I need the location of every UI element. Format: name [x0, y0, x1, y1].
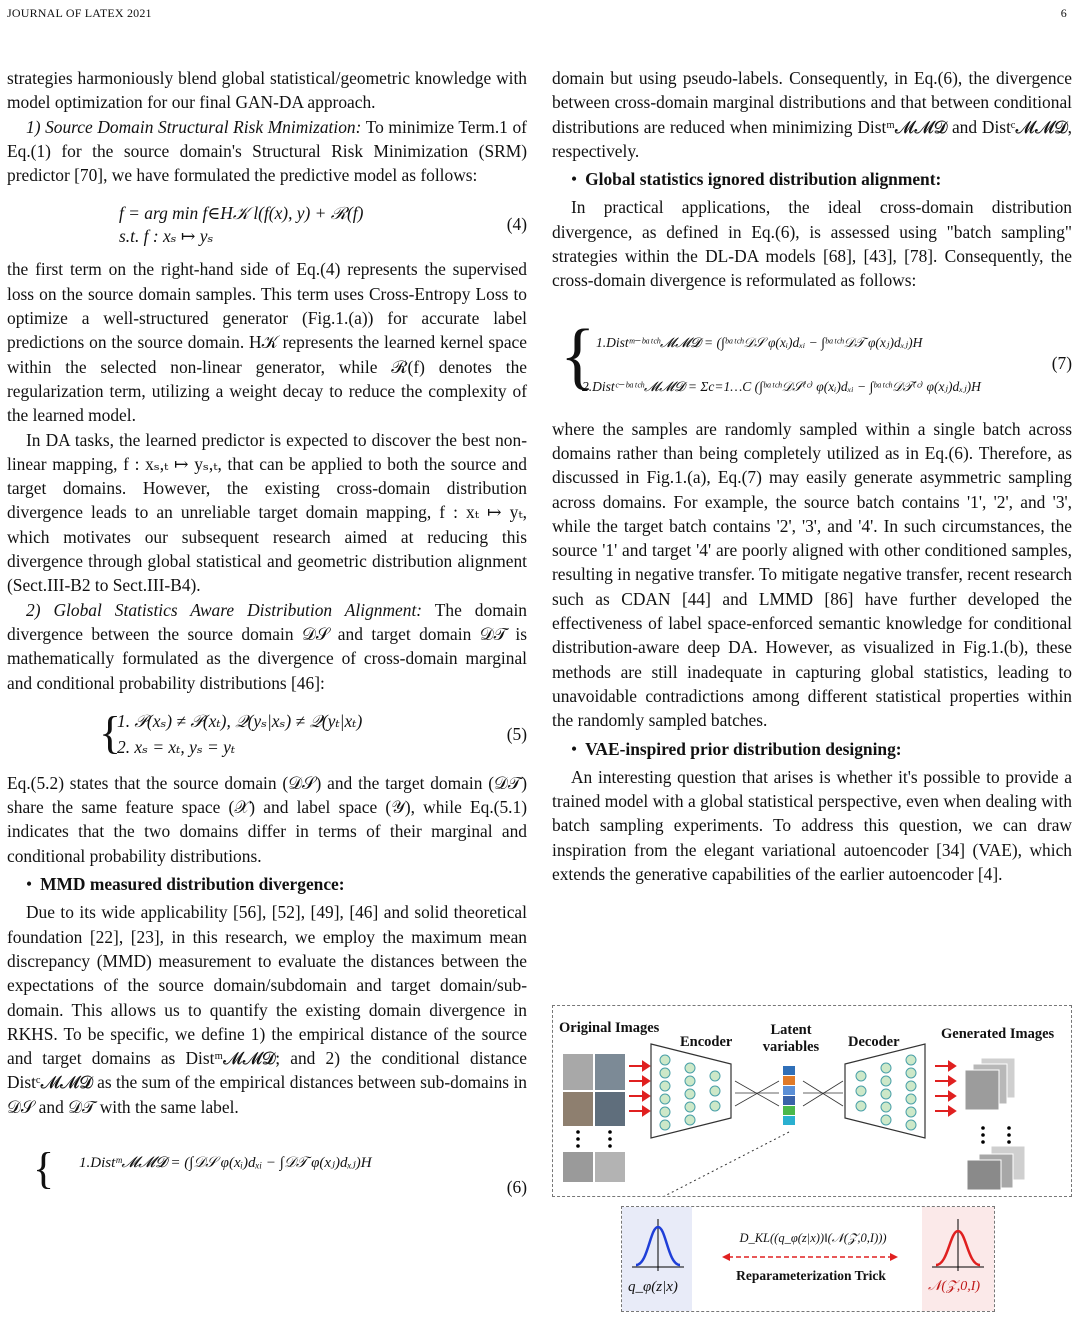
image-thumbnail [563, 1092, 593, 1126]
paragraph: An interesting question that arises is whether it's possible to provide a trained model with a global statistical perspective, even when dealing with batch sampling experiments. To address this question, we can draw inspiration from the elegant variational autoencoder [34] (VAE), which extends the generative capabilities of the earlier autoencoder [4]. [552, 766, 1072, 885]
brace: { [560, 314, 596, 397]
original-images-label: Original Images [559, 1020, 660, 1036]
latent-unit [783, 1116, 795, 1125]
brace: { [33, 1143, 55, 1193]
section-2 [7, 598, 527, 695]
image-thumbnail [967, 1160, 1001, 1190]
image-thumbnail [563, 1054, 593, 1090]
ellipsis-dots [576, 1130, 612, 1148]
equation-line: f = arg min f∈H𝒦 l(f(x), y) + ℛ(f) [119, 203, 364, 224]
latent-unit [783, 1066, 795, 1075]
paragraph: In practical applications, the ideal cross-domain distribution divergence, as defined in Eq.(6), is assessed using "batch sampling" strategies within the DL-DA models [68], [43], [78]. Consequently, the cross-domain divergence is reformulated as follows: [552, 197, 1072, 291]
output-arrows [935, 1062, 955, 1115]
latent-label: Latent variables [762, 1022, 820, 1055]
vae-figure [552, 1005, 1072, 1197]
ellipsis-dots [981, 1126, 1011, 1144]
image-thumbnail [595, 1152, 625, 1182]
page-number: 6 [1060, 6, 1067, 20]
decoder-label: Decoder [848, 1034, 900, 1050]
encoder-nodes [660, 1055, 720, 1130]
paragraph: strategies harmoniously blend global statistical/geometric knowledge with model optimization for our final GAN-DA approach. [7, 68, 527, 113]
image-thumbnail [563, 1152, 593, 1182]
section-title: 1) Source Domain Structural Risk Mnimization: [26, 116, 362, 137]
arrow-head [722, 1253, 730, 1261]
left-column [7, 66, 527, 1205]
equation-line: 2. xₛ = xₜ, yₛ = yₜ [117, 736, 236, 757]
section-title: 2) Global Statistics Aware Distribution Alignment: [26, 599, 423, 620]
equation-line: 2.Distᶜ⁻ᵇᵃᵗᶜʰ𝓜𝓜𝓓 = Σc=1…C (∫ᵇᵃᵗᶜʰ𝒟𝒮⁽ᶜ⁾ φ(xᵢ)dₓᵢ − ∫ᵇᵃᵗᶜʰ𝒟𝒯⁽ᶜ⁾ φ(xⱼ)dₓⱼ)H [582, 378, 981, 394]
paragraph: Eq.(5.2) states that the source domain (𝒟𝒮) and the target domain (𝒟𝒯) share the same feature space (𝒳) and label space (𝒴), while Eq.(5.1) indicates that the two domains differ in terms of their marginal and conditional probability distributions. [7, 772, 527, 866]
section-text: The domain divergence between the source domain 𝒟𝒮 and target domain 𝒟𝒯 is mathematically formulated as the divergence of cross-domain marginal and conditional probability distributions [46]: [7, 599, 527, 693]
equation-line: 1.Distᵐ⁻ᵇᵃᵗᶜʰ𝓜𝓜𝓓 = (∫ᵇᵃᵗᶜʰ𝒟𝒮 φ(xᵢ)dₓᵢ − ∫ᵇᵃᵗᶜʰ𝒟𝒯 φ(xⱼ)dₓⱼ)H [596, 334, 923, 350]
equation-4 [7, 201, 527, 257]
equation-line: 1. 𝒫(xₛ) ≠ 𝒫(xₜ), 𝒬(yₛ|xₛ) ≠ 𝒬(yₜ|xₜ) [117, 710, 363, 731]
posterior-label: q_φ(z|x) [628, 1279, 678, 1295]
right-column [552, 66, 1072, 886]
paragraph: the first term on the right-hand side of Eq.(4) represents the supervised loss on the source domain samples. This term uses Cross-Entropy Loss to optimize a well-structured generator (Fig.1.(a)) for accurate label predictions on the source domain. H𝒦 represents the learned kernel space within the selected non-linear generator, while ℛ(f) denotes the regularization term, utilizing a weight decay to reduce the complexity of the learned model. [7, 259, 527, 426]
equation-6 [7, 1145, 527, 1205]
latent-link [653, 1132, 789, 1196]
equation-number: (5) [506, 723, 527, 744]
prior-label: 𝒩(𝒵,0,I) [928, 1279, 981, 1294]
reparameterization-label: Reparameterization Trick [736, 1268, 886, 1283]
decoder-nodes [856, 1055, 916, 1130]
brace: { [99, 706, 122, 758]
paragraph: domain but using pseudo-labels. Consequently, in Eq.(6), the divergence between cross-domain marginal distributions and that between conditional distributions are reduced when minimizing Distᵐ𝓜𝓜𝓓 and Distᶜ𝓜𝓜𝓓, respectively. [552, 68, 1072, 161]
latent-unit [783, 1096, 795, 1105]
section-text: To minimize Term.1 of Eq.(1) for the source domain's Structural Risk Minimization (SRM) predictor [70], we have formulated the predictive model as follows: [7, 116, 527, 186]
paragraph: where the samples are randomly sampled within a single batch across domains rather than being completely utilized as in Eq.(6). Therefore, as discussed in Fig.1.(a), Eq.(7) may easily generate asymmetric sampling across domains. For example, the source batch contains '1', '2', and '3', while the target batch contains '2', '3', and '4'. In such circumstances, the source '1' and target '4' are poorly aligned with other conditioned samples, resulting in negative transfer. To mitigate negative transfer, recent research such as CDAN [44] and LMMD [86] have further developed the effectiveness of label space-enforced semantic knowledge for conditional distribution-aware deep DA. However, as visualized in Fig.1.(b), these methods are still inadequate in capturing global statistics, leading to unavoidable contradictions among different statistical properties within the randomly sampled batches. [552, 418, 1072, 731]
latent-unit [783, 1076, 795, 1085]
arrow-head [890, 1253, 898, 1261]
section-1 [7, 115, 527, 188]
bullet-text: MMD measured distribution divergence: [40, 874, 345, 895]
input-arrows [629, 1062, 649, 1115]
equation-line: s.t. f : xₛ ↦ yₛ [119, 226, 214, 247]
image-thumbnail [965, 1070, 999, 1110]
journal-header: JOURNAL OF LATEX 2021 [7, 6, 152, 20]
paragraph: In DA tasks, the learned predictor is expected to discover the best non-linear mapping, f : xₛ,ₜ ↦ yₛ,ₜ, that can be applied to both the source and target domains. However, the existing cross-domain distribution divergence leads to an unreliable target domain mapping, f : xₜ ↦ yₜ, which motivates our subsequent research aimed at reducing this divergence through global statistical and geometric distribution alignment (Sect.III-B2 to Sect.III-B4). [7, 429, 527, 596]
bullet-heading: • MMD measured distribution divergence: [26, 874, 345, 895]
vae-diagram [553, 1006, 1071, 1196]
image-thumbnail [595, 1054, 625, 1090]
equation-number: (4) [506, 214, 527, 235]
paragraph: Due to its wide applicability [56], [52], [49], [46] and solid theoretical foundation [22], [23], in this research, we employ the maximum mean discrepancy (MMD) measurement to evaluate the distances between the expectations of the source domain/subdomain and target domain/sub-domain. This allows us to quantify the existing domain divergence in RKHS. To be specific, we define 1) the empirical distance of the source and target domains as Distᵐ𝓜𝓜𝓓; and 2) the conditional distance Distᶜ𝓜𝓜𝓓 as the sum of the empirical distances between sub-domains in 𝒟𝒮 and 𝒟𝒯 with the same label. [7, 902, 527, 1117]
equation-7 [552, 307, 1072, 417]
bullet-text: VAE-inspired prior distribution designing: [585, 738, 902, 759]
latent-unit [783, 1106, 795, 1115]
bullet-text: Global statistics ignored distribution alignment: [585, 169, 942, 190]
reparameterization-box [621, 1206, 995, 1312]
generated-images-label: Generated Images [941, 1026, 1055, 1042]
bullet-heading: • VAE-inspired prior distribution designing: [571, 738, 902, 759]
equation-5 [7, 705, 527, 771]
equation-number: (6) [506, 1176, 527, 1197]
encoder-label: Encoder [680, 1034, 733, 1050]
latent-unit [783, 1086, 795, 1095]
bullet-heading: • Global statistics ignored distribution alignment: [571, 169, 942, 190]
kl-label: D_KL((q_φ(z|x))‖(𝒩(𝒵,0,I))) [739, 1231, 887, 1245]
equation-line: 1.Distᵐ𝓜𝓜𝓓 = (∫𝒟𝒮 φ(xᵢ)dₓᵢ − ∫𝒟𝒯 φ(xⱼ)dₓⱼ)H [79, 1154, 372, 1171]
image-thumbnail [595, 1092, 625, 1126]
equation-number: (7) [1051, 352, 1072, 373]
